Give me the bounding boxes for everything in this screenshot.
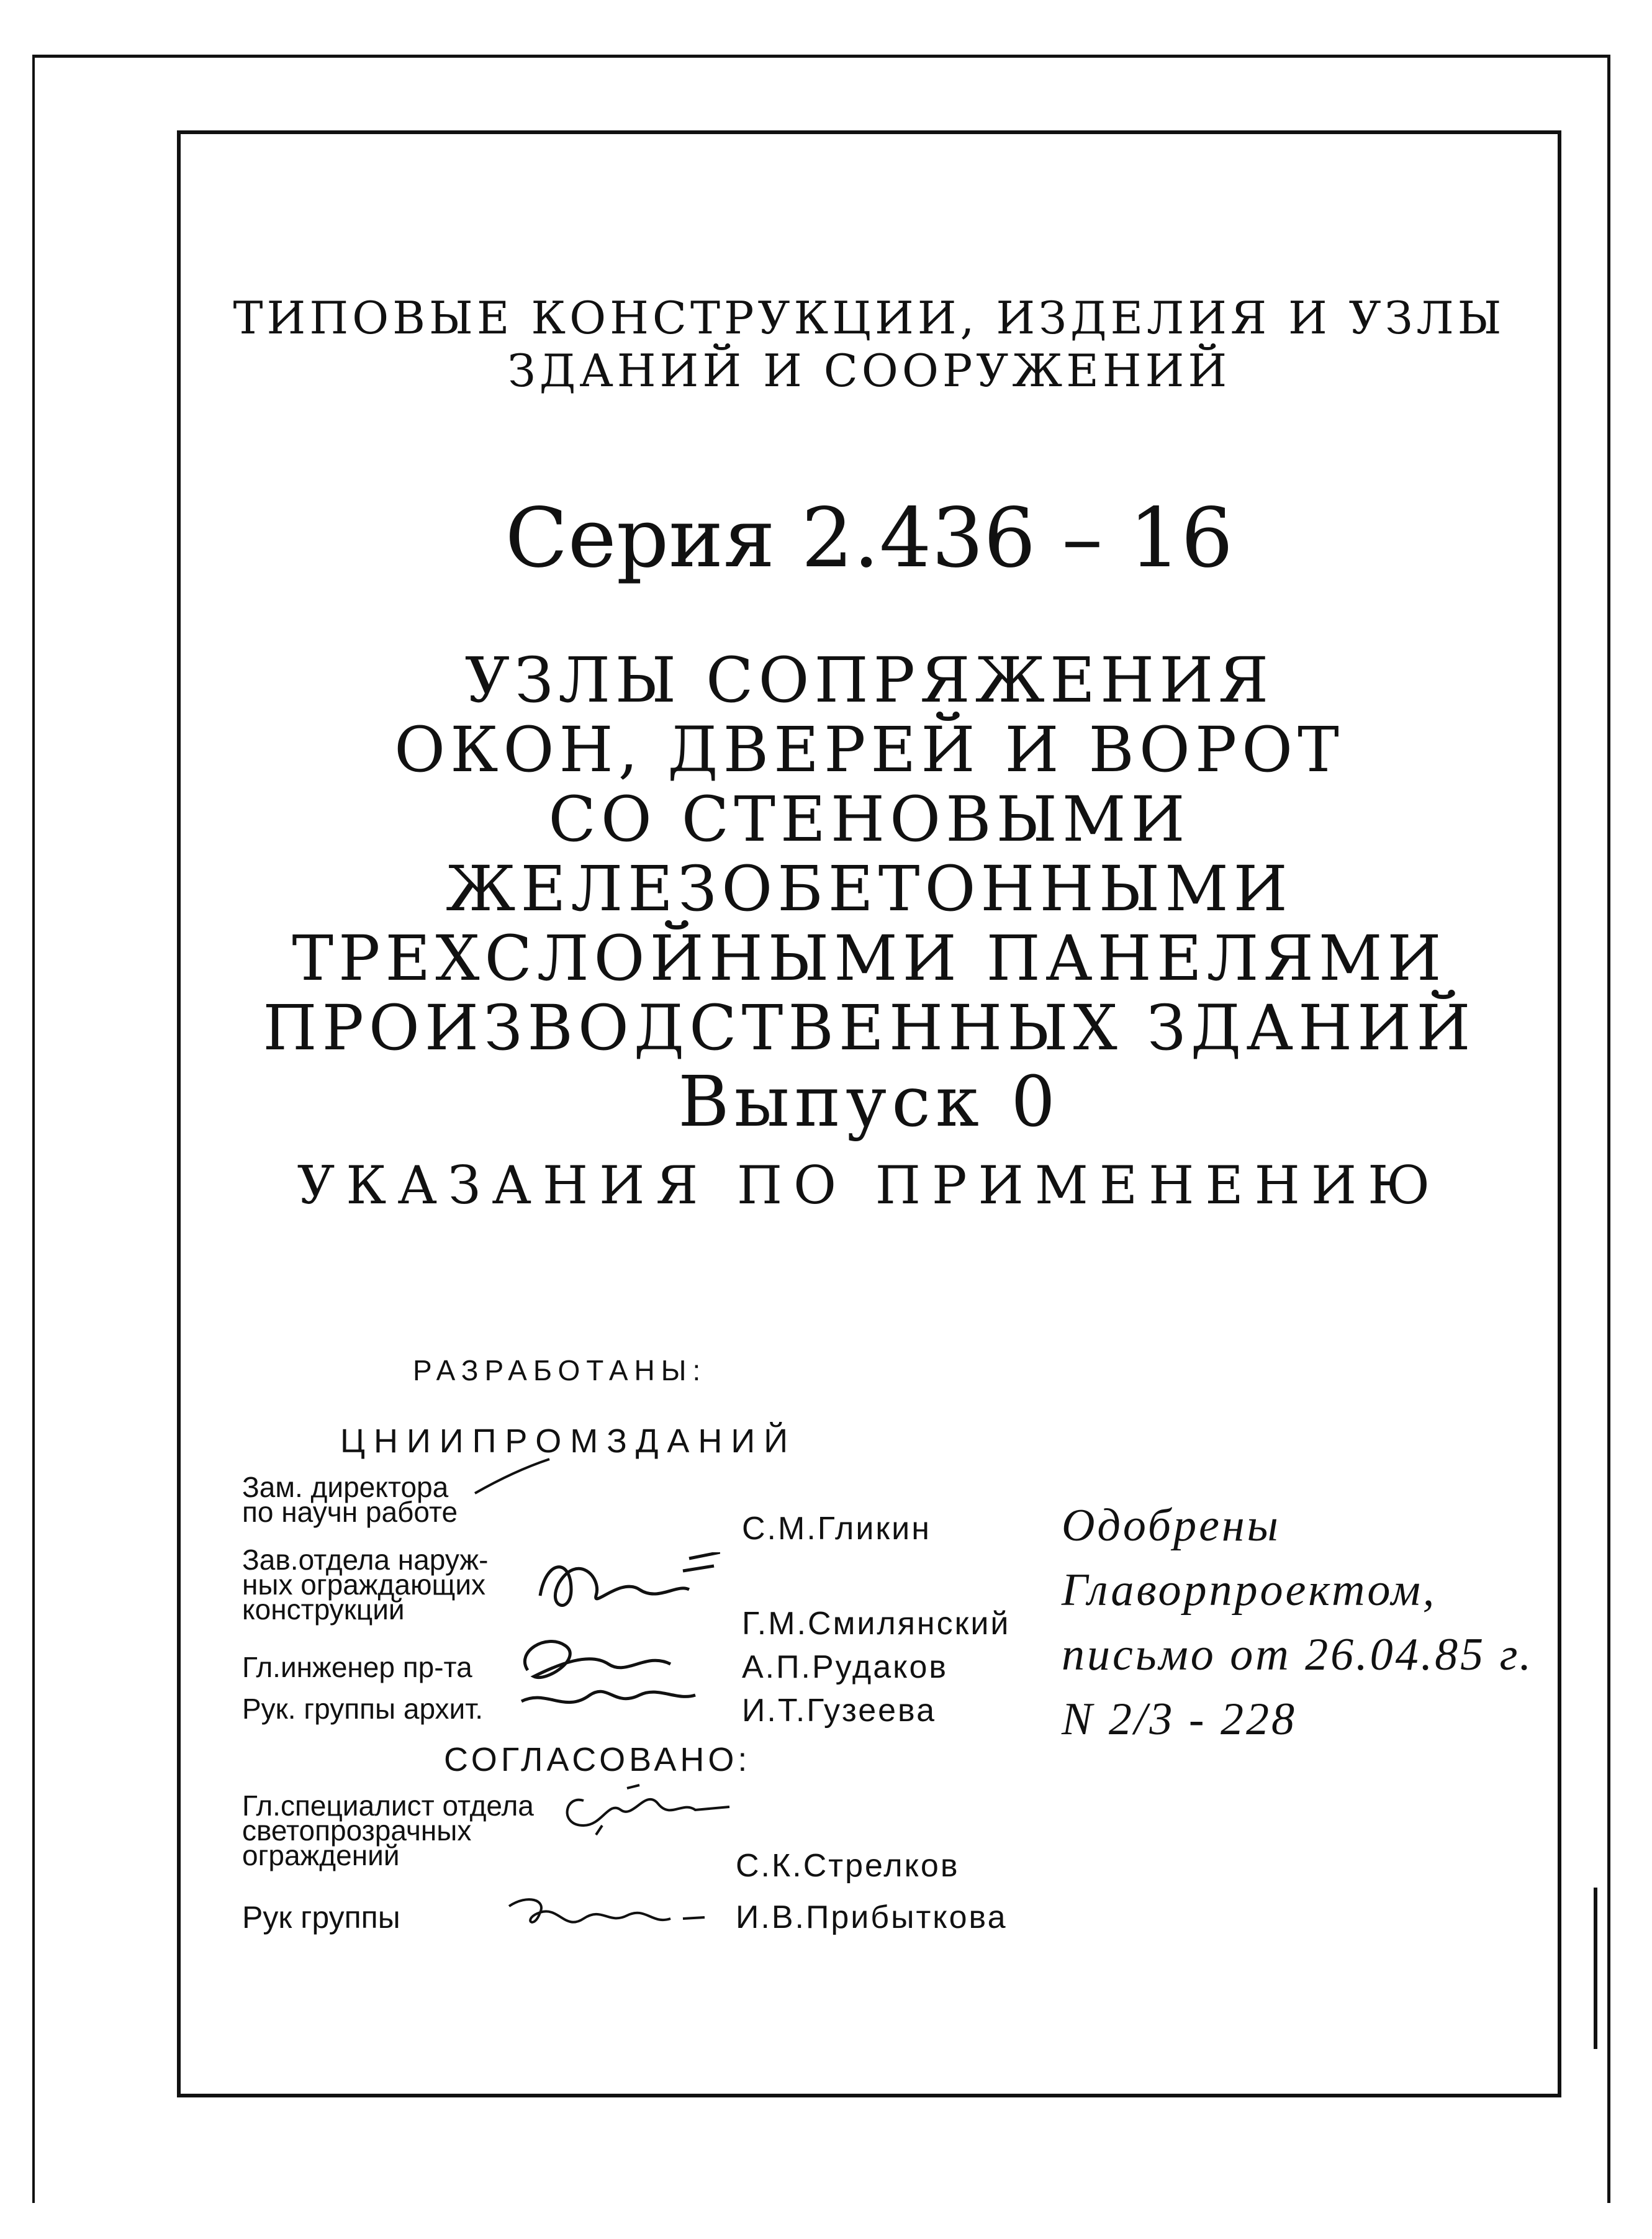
frame-mark (1594, 1888, 1597, 2049)
person-name: Г.М.Смилянский (742, 1606, 1011, 1642)
approval-note: Одобрены Главорпроектом, письмо от 26.04.85 г. N 2/3 - 228 (1062, 1500, 1534, 1745)
role-deputy-director: Зам. директора по научн работе (242, 1471, 458, 1528)
role-chief-specialist: Гл.специалист отдела светопрозрачных ограждений (242, 1789, 534, 1871)
role-head-of-department: Зав.отдела наруж- ных ограждающих конструкций (242, 1544, 489, 1626)
signature-icon (534, 1552, 720, 1621)
document-title (177, 646, 1561, 1063)
developed-organization: ЦНИИПРОМЗДАНИЙ (340, 1423, 797, 1460)
person-name: А.П.Рудаков (742, 1649, 949, 1685)
agreed-heading: СОГЛАСОВАНО: (444, 1741, 751, 1778)
series-number: Серия 2.436 – 16 (505, 491, 1234, 586)
person-name: И.Т.Гузеева (742, 1693, 937, 1729)
role-chief-engineer: Гл.инженер пр-та (242, 1651, 472, 1683)
title-line-2: ОКОН, ДВЕРЕЙ И ВОРОТ (394, 713, 1344, 786)
header-line-1: ТИПОВЫЕ КОНСТРУКЦИИ, ИЗДЕЛИЯ И УЗЛЫ (233, 292, 1505, 344)
developed-heading: РАЗРАБОТАНЫ: (413, 1354, 707, 1386)
signature-icon (559, 1776, 733, 1838)
header-line-2: ЗДАНИЙ И СООРУЖЕНИЙ (507, 345, 1231, 397)
title-line-1: УЗЛЫ СОПРЯЖЕНИЯ (464, 644, 1274, 717)
role-group-lead: Рук группы (242, 1900, 400, 1935)
person-name: И.В.Прибыткова (736, 1899, 1008, 1935)
person-name: С.К.Стрелков (736, 1848, 960, 1884)
signature-icon (509, 1627, 714, 1720)
issue-purpose: УКАЗАНИЯ ПО ПРИМЕНЕНИЮ (297, 1155, 1442, 1216)
role-group-lead-architect: Рук. группы архит. (242, 1693, 483, 1725)
issue-number: Выпуск 0 (678, 1062, 1060, 1142)
title-line-4: ТРЕХСЛОЙНЫМИ ПАНЕЛЯМИ (292, 922, 1447, 995)
title-line-5: ПРОИЗВОДСТВЕННЫХ ЗДАНИЙ (263, 992, 1476, 1064)
signature-icon (472, 1456, 553, 1499)
signature-icon (503, 1888, 708, 1943)
person-name: С.М.Гликин (742, 1511, 931, 1547)
title-line-3: СО СТЕНОВЫМИ ЖЕЛЕЗОБЕТОННЫМИ (446, 783, 1293, 925)
